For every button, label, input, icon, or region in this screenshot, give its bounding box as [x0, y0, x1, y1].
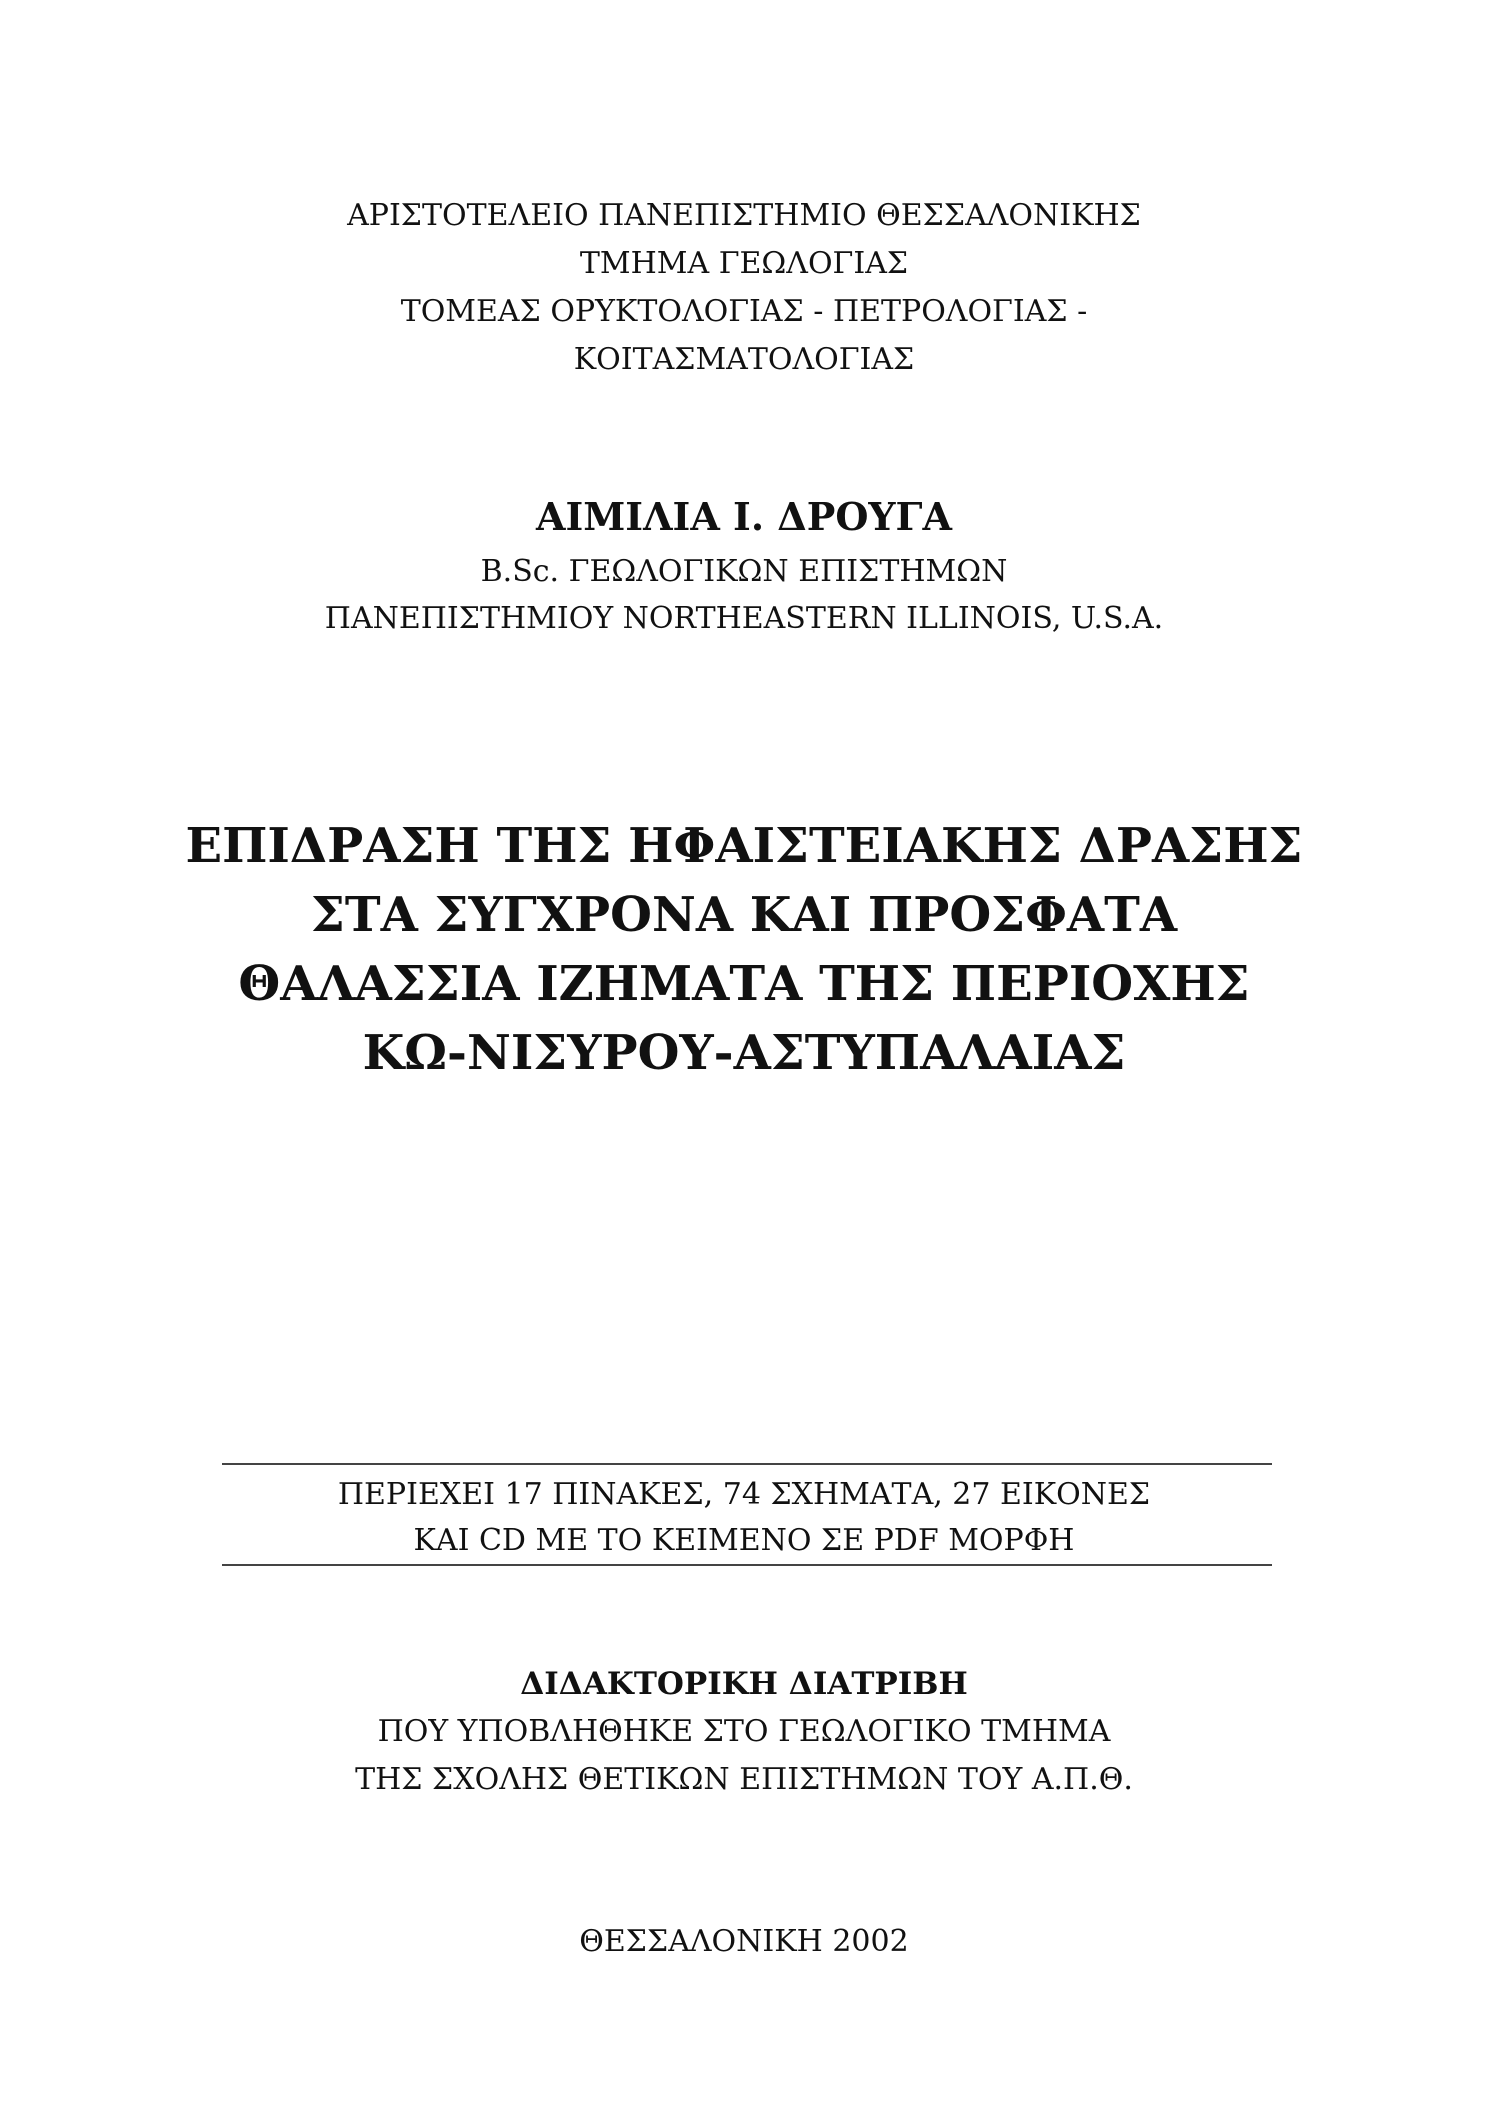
author-degree: B.Sc. ΓΕΩΛΟΓΙΚΩΝ ΕΠΙΣΤΗΜΩΝ [480, 554, 1008, 589]
author-section [0, 486, 1488, 642]
contents-note-line-1: ΠΕΡΙΕΧΕΙ 17 ΠΙΝΑΚΕΣ, 74 ΣΧΗΜΑΤΑ, 27 ΕΙΚΟΝΕΣ [337, 1477, 1151, 1512]
top-horizontal-rule [222, 1463, 1272, 1465]
thesis-title-line-1: ΕΠΙΔΡΑΣΗ ΤΗΣ ΗΦΑΙΣΤΕΙΑΚΗΣ ΔΡΑΣΗΣ [185, 818, 1303, 874]
sector-name-line-1: ΤΟΜΕΑΣ ΟΡΥΚΤΟΛΟΓΙΑΣ - ΠΕΤΡΟΛΟΓΙΑΣ - [400, 294, 1088, 329]
contents-note-line-2: ΚΑΙ CD ΜΕ ΤΟ ΚΕΙΜΕΝΟ ΣΕ PDF ΜΟΡΦΗ [413, 1523, 1075, 1558]
thesis-submission [0, 1660, 1488, 1804]
thesis-title [0, 812, 1488, 1088]
sector-name-line-2: ΚΟΙΤΑΣΜΑΤΟΛΟΓΙΑΣ [573, 342, 915, 377]
thesis-title-line-3: ΘΑΛΑΣΣΙΑ ΙΖΗΜΑΤΑ ΤΗΣ ΠΕΡΙΟΧΗΣ [238, 956, 1250, 1012]
institution-header [0, 192, 1488, 384]
thesis-type-heading: ΔΙΔΑΚΤΟΡΙΚΗ ΔΙΑΤΡΙΒΗ [520, 1666, 968, 1702]
submission-line-1: ΠΟΥ ΥΠΟΒΛΗΘΗΚΕ ΣΤΟ ΓΕΩΛΟΓΙΚΟ ΤΜΗΜΑ [377, 1714, 1111, 1749]
thesis-title-line-2: ΣΤΑ ΣΥΓΧΡΟΝΑ ΚΑΙ ΠΡΟΣΦΑΤΑ [310, 887, 1178, 943]
department-name: ΤΜΗΜΑ ΓΕΩΛΟΓΙΑΣ [579, 246, 909, 281]
submission-line-2: ΤΗΣ ΣΧΟΛΗΣ ΘΕΤΙΚΩΝ ΕΠΙΣΤΗΜΩΝ ΤΟΥ Α.Π.Θ. [355, 1762, 1133, 1797]
place-and-year: ΘΕΣΣΑΛΟΝΙΚΗ 2002 [579, 1924, 909, 1959]
author-university: ΠΑΝΕΠΙΣΤΗΜΙΟΥ NORTHEASTERN ILLINOIS, U.S.A. [324, 601, 1164, 636]
university-name: ΑΡΙΣΤΟΤΕΛΕΙΟ ΠΑΝΕΠΙΣΤΗΜΙΟ ΘΕΣΣΑΛΟΝΙΚΗΣ [347, 198, 1141, 233]
bottom-horizontal-rule [222, 1564, 1272, 1566]
thesis-title-line-4: ΚΩ-ΝΙΣΥΡΟΥ-ΑΣΤΥΠΑΛΑΙΑΣ [362, 1025, 1126, 1081]
contents-note [0, 1472, 1488, 1564]
author-name: ΑΙΜΙΛΙΑ Ι. ΔΡΟΥΓΑ [535, 494, 953, 539]
